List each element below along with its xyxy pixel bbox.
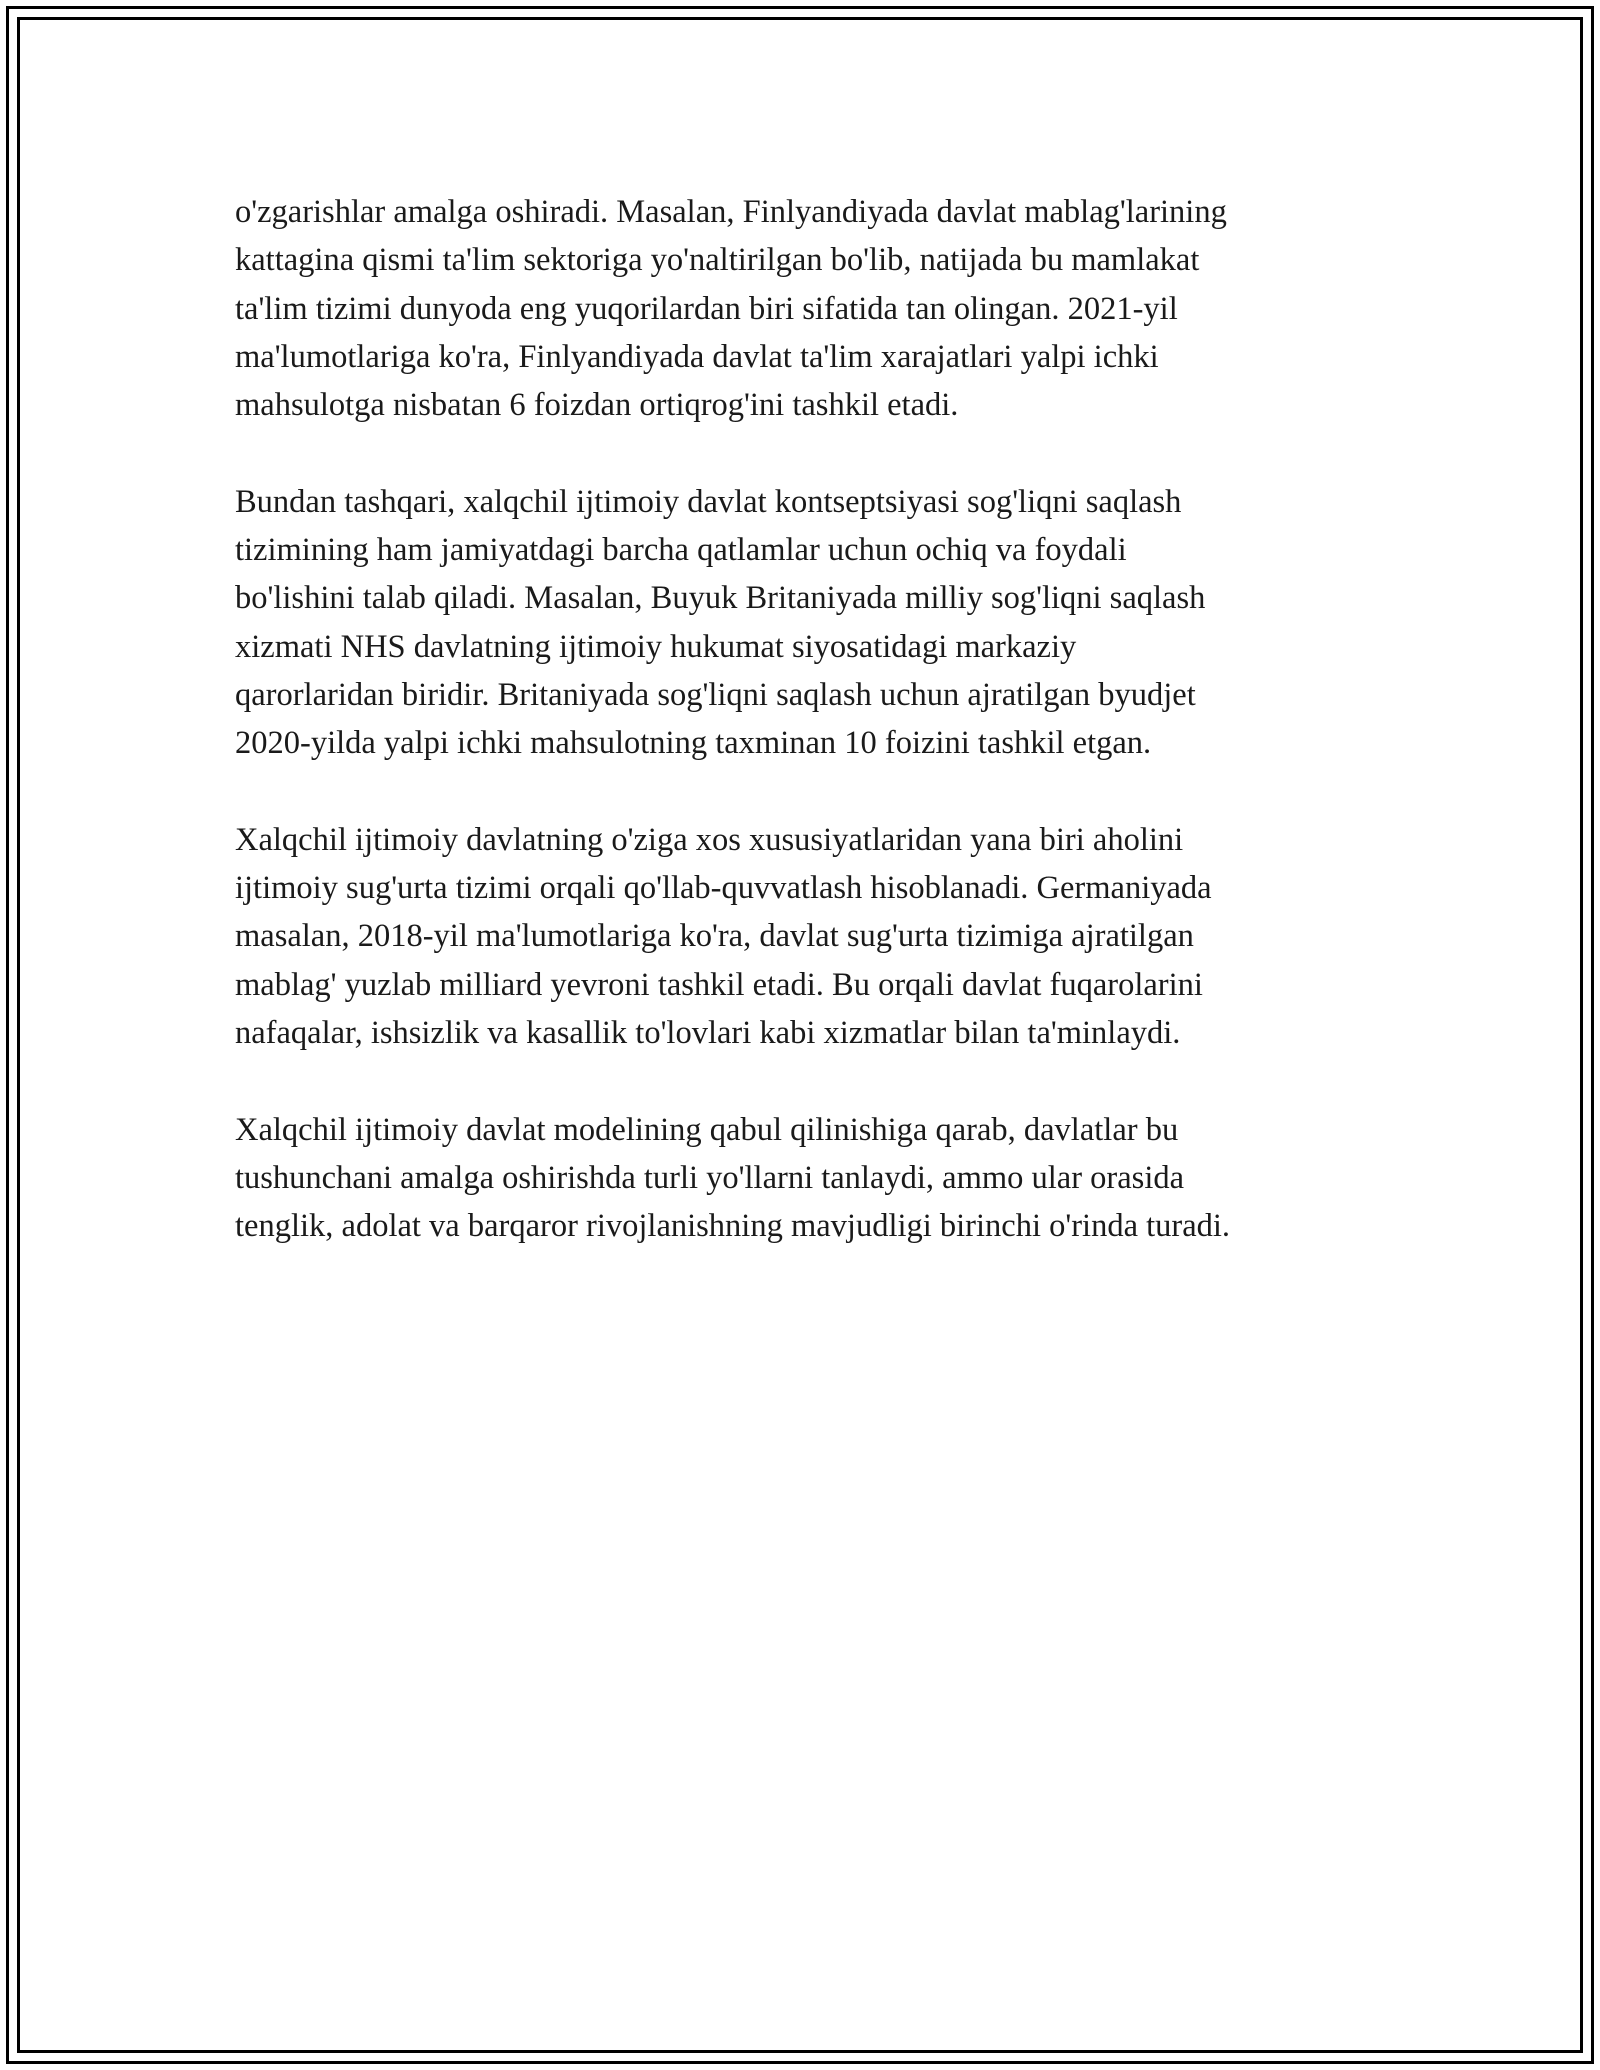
paragraph-line: ijtimoiy sug'urta tizimi orqali qo'llab-quvvatlash hisoblanadi. Germaniyada bbox=[235, 870, 1212, 907]
paragraph-1 bbox=[235, 188, 1365, 429]
paragraph-line: ma'lumotlariga ko'ra, Finlyandiyada davlat ta'lim xarajatlari yalpi ichki bbox=[235, 338, 1159, 375]
paragraph-line: nafaqalar, ishsizlik va kasallik to'lovlari kabi xizmatlar bilan ta'minlaydi. bbox=[235, 1015, 1181, 1052]
paragraph-2 bbox=[235, 478, 1365, 768]
paragraph-line: xizmati NHS davlatning ijtimoiy hukumat siyosatidagi markaziy bbox=[235, 628, 1077, 665]
paragraph-line: Xalqchil ijtimoiy davlatning o'ziga xos xususiyatlaridan yana biri aholini bbox=[235, 821, 1184, 858]
paragraph-3 bbox=[235, 816, 1365, 1057]
paragraph-line: masalan, 2018-yil ma'lumotlariga ko'ra, davlat sug'urta tizimiga ajratilgan bbox=[235, 918, 1194, 955]
document-body bbox=[235, 188, 1365, 1299]
paragraph-line: tenglik, adolat va barqaror rivojlanishning mavjudligi birinchi o'rinda turadi. bbox=[235, 1208, 1231, 1245]
paragraph-line: Xalqchil ijtimoiy davlat modelining qabul qilinishiga qarab, davlatlar bu bbox=[235, 1111, 1179, 1148]
paragraph-line: mahsulotga nisbatan 6 foizdan ortiqrog'ini tashkil etadi. bbox=[235, 387, 959, 424]
paragraph-line: 2020-yilda yalpi ichki mahsulotning taxminan 10 foizini tashkil etgan. bbox=[235, 725, 1152, 762]
paragraph-line: kattagina qismi ta'lim sektoriga yo'naltirilgan bo'lib, natijada bu mamlakat bbox=[235, 242, 1200, 279]
paragraph-line: bo'lishini talab qiladi. Masalan, Buyuk Britaniyada milliy sog'liqni saqlash bbox=[235, 580, 1206, 617]
paragraph-line: Bundan tashqari, xalqchil ijtimoiy davlat kontseptsiyasi sog'liqni saqlash bbox=[235, 483, 1182, 520]
paragraph-line: tushunchani amalga oshirishda turli yo'llarni tanlaydi, ammo ular orasida bbox=[235, 1159, 1185, 1196]
paragraph-line: tizimining ham jamiyatdagi barcha qatlamlar uchun ochiq va foydali bbox=[235, 532, 1127, 569]
paragraph-line: o'zgarishlar amalga oshiradi. Masalan, Finlyandiyada davlat mablag'larining bbox=[235, 194, 1227, 230]
paragraph-4 bbox=[235, 1106, 1365, 1251]
paragraph-line: mablag' yuzlab milliard yevroni tashkil etadi. Bu orqali davlat fuqarolarini bbox=[235, 966, 1203, 1003]
paragraph-line: ta'lim tizimi dunyoda eng yuqorilardan biri sifatida tan olingan. 2021-yil bbox=[235, 290, 1178, 327]
paragraph-line: qarorlaridan biridir. Britaniyada sog'liqni saqlash uchun ajratilgan byudjet bbox=[235, 676, 1196, 713]
